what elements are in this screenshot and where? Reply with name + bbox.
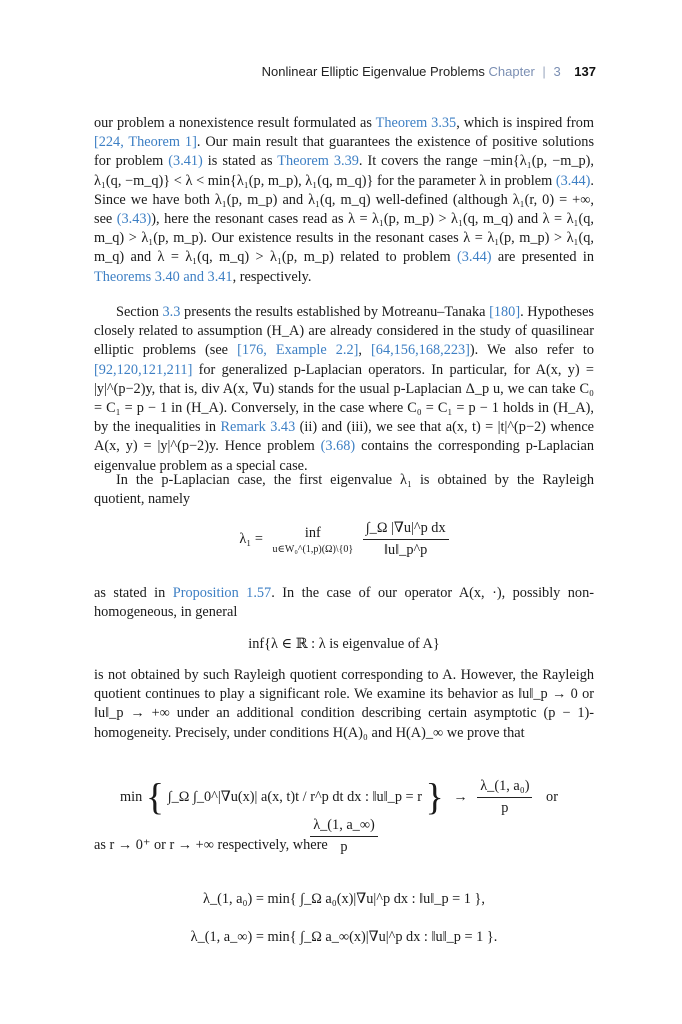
link-remark-3-43[interactable]: Remark 3.43 — [220, 419, 296, 436]
link-section-3-3[interactable]: 3.3 — [162, 304, 181, 320]
link-theorem-3-39[interactable]: Theorem 3.39 — [277, 153, 359, 170]
header-chapter-number: 3 — [553, 64, 561, 79]
header-title: Nonlinear Elliptic Eigenvalue Problems — [261, 64, 485, 79]
header-chapter-label: Chapter — [488, 64, 535, 79]
paragraph-2: Section 3.3 presents the results established by Motreanu–Tanaka [180]. Hypotheses closely related to assumption (H_A) are already considered in the study of quasilinear elliptic problems (see [176, Example 2.2], [64,156,168,223]). We also refer to [92,120,121,211] for generalized p-Laplacian operators. In particular, for A(x, y) = |y|^(p−2)y, that is, div A(x, ∇u) stands for the usual p-Laplacian Δ_p u, we can take C₀ = C₁ = p − 1 in (H_A). Conversely, in the case where C₀ = C₁ = p − 1 holds in (H_A), by the inequalities in Remark 3.43 (ii) and (iii), we see that a(x, t) = |t|^(p−2) whence A(x, y) = |y|^(p−2)y. Hence problem (3.68) contains the corresponding p-Laplacian eigenvalue problem as a special case. — [94, 304, 595, 474]
link-proposition-1-57[interactable]: Proposition 1.57 — [172, 585, 272, 601]
link-theorem-3-35[interactable]: Theorem 3.35 — [375, 115, 457, 131]
equation-inf-eigenvalue: inf{λ ∈ ℝ : λ is eigenvalue of A} — [248, 636, 440, 652]
paragraph-3: In the p-Laplacian case, the first eigenvalue λ₁ is obtained by the Rayleigh quotient, namely — [94, 472, 594, 508]
equation-lambda-a0: λ_(1, a₀) = min{ ∫_Ω a₀(x)|∇u|^p dx : ‖u‖_p = 1 }, — [203, 891, 485, 907]
link-eq-3-41[interactable]: (3.41) — [168, 153, 203, 170]
link-ref-180[interactable]: [180] — [489, 304, 521, 320]
link-eq-3-43[interactable]: (3.43) — [116, 211, 152, 228]
running-header — [262, 64, 596, 79]
paragraph-5: is not obtained by such Rayleigh quotient corresponding to A. However, the Rayleigh quotient continues to play a significant role. We examine its behavior as ‖u‖_p → 0 or ‖u‖_p → +∞ under an additional condition describing certain asymptotic (p − 1)-homogeneity. Precisely, under conditions H(A)₀ and H(A)_∞ we prove that — [94, 667, 594, 741]
link-eq-3-44[interactable]: (3.44) — [555, 172, 591, 189]
equation-lambda-definitions — [94, 880, 594, 956]
page-number: 137 — [574, 64, 596, 79]
link-ref-176[interactable]: [176, Example 2.2] — [237, 342, 359, 359]
link-refs-64[interactable]: [64,156,168,223] — [371, 342, 470, 359]
link-ref-224[interactable]: [224, Theorem 1] — [94, 134, 197, 151]
paragraph-6: as r → 0⁺ or r → +∞ respectively, where — [94, 837, 328, 853]
header-separator: | — [542, 64, 546, 79]
link-eq-3-68[interactable]: (3.68) — [320, 438, 356, 455]
equation-asymptotic-limit: min { ∫_Ω ∫_0^|∇u(x)| a(x, t)t / r^p dt dx : ‖u‖_p = r } → $\frac{\text{λ\_(1, a₀)}}{p}$ or $\frac{\lambda\_(1, a\_\infty)}{p}$ — [120, 776, 558, 855]
link-eq-3-44b[interactable]: (3.44) — [457, 249, 492, 266]
paragraph-4: as stated in Proposition 1.57. In the case of our operator A(x, ·), possibly non-homogeneous, in general — [94, 585, 594, 621]
equation-rayleigh: λ₁ = inf u∈W₀^(1,p)(Ω)\{0} $\frac{\text{∫\_Ω |∇u|\textasciicircum{}p dx}}{‖u‖\_p\^{}p}$ — [94, 520, 594, 559]
equation-lambda-ainf: λ_(1, a_∞) = min{ ∫_Ω a_∞(x)|∇u|^p dx : ‖u‖_p = 1 }. — [190, 929, 498, 945]
paragraph-1: our problem a nonexistence result formulated as Theorem 3.35, which is inspired from [224, Theorem 1]. Our main result that guarantees the existence of positive solutions for problem (3.41) is stated as Theorem 3.39. It covers the range −min{λ₁(p, −m_p), λ₁(q, −m_q)} < λ < min{λ₁(p, m_p), λ₁(q, m_q)} for the parameter λ in problem (3.44). Since we have both λ₁(p, m_p) and λ₁(q, m_q) well-defined (although λ₁(r, 0) = +∞, see (3.43)), here the resonant cases read as λ = λ₁(p, m_p) > λ₁(q, m_q) and λ = λ₁(q, m_q) > λ₁(p, m_p). Our existence results in the resonant cases λ = λ₁(p, m_p) > λ₁(q, m_q) and λ = λ₁(q, m_q) > λ₁(p, m_p) related to problem (3.44) are presented in Theorems 3.40 and 3.41, respectively. — [94, 115, 595, 285]
link-refs-92[interactable]: [92,120,121,211] — [94, 361, 193, 378]
link-theorems-3-40-3-41[interactable]: Theorems 3.40 and 3.41 — [94, 268, 233, 285]
